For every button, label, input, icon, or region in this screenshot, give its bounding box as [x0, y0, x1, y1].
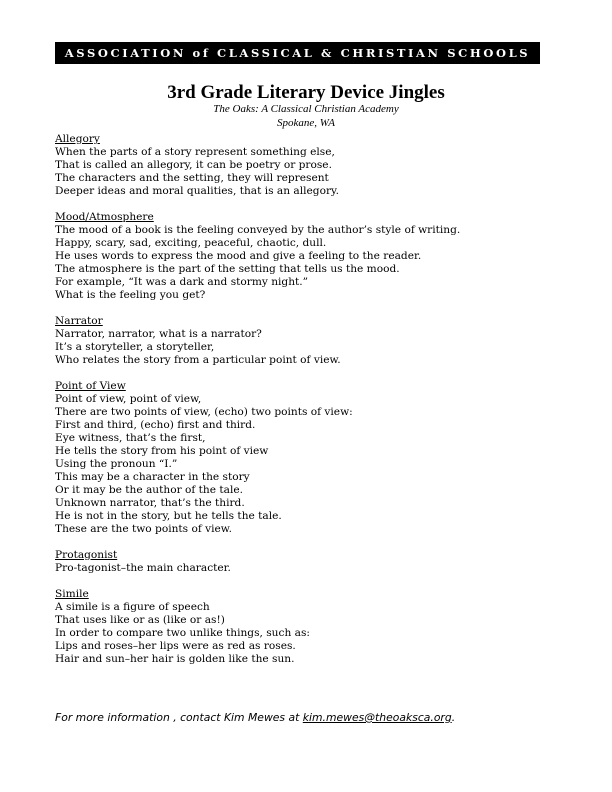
verse-line: Eye witness, that’s the first, — [55, 432, 206, 444]
verse-line: Lips and roses–her lips were as red as roses. — [55, 640, 296, 652]
verse-line: Who relates the story from a particular point of view. — [55, 354, 341, 366]
verse-line: That uses like or as (like or as!) — [55, 614, 225, 626]
section-narrator — [55, 315, 555, 367]
verse-line: The characters and the setting, they will represent — [55, 172, 329, 184]
section-mood-atmosphere — [55, 211, 555, 302]
verse-line: Pro-tagonist–the main character. — [55, 562, 231, 574]
verse-line: In order to compare two unlike things, such as: — [55, 627, 310, 639]
verse-line: He uses words to express the mood and give a feeling to the reader. — [55, 250, 422, 262]
section-heading: Mood/Atmosphere — [55, 211, 154, 223]
verse-line: Happy, scary, sad, exciting, peaceful, chaotic, dull. — [55, 237, 327, 249]
school-location: Spokane, WA — [277, 117, 335, 129]
section-protagonist — [55, 549, 555, 575]
verse-line: The mood of a book is the feeling conveyed by the author’s style of writing. — [55, 224, 461, 236]
banner-text: ASSOCIATION of CLASSICAL & CHRISTIAN SCHOOLS — [64, 46, 531, 60]
verse-line: Using the pronoun “I.” — [55, 458, 178, 470]
verse-line: There are two points of view, (echo) two points of view: — [55, 406, 353, 418]
verse-line: When the parts of a story represent something else, — [55, 146, 335, 158]
section-allegory — [55, 133, 555, 198]
verse-line: It’s a storyteller, a storyteller, — [55, 341, 215, 353]
verse-line: For example, “It was a dark and stormy night.” — [55, 276, 309, 288]
verse-line: That is called an allegory, it can be poetry or prose. — [55, 159, 332, 171]
footer-contact — [55, 711, 575, 724]
section-simile — [55, 588, 555, 666]
verse-line: The atmosphere is the part of the setting that tells us the mood. — [55, 263, 400, 275]
verse-line: What is the feeling you get? — [55, 289, 206, 301]
verse-line: Narrator, narrator, what is a narrator? — [55, 328, 262, 340]
school-name: The Oaks: A Classical Christian Academy — [213, 103, 399, 115]
section-heading: Point of View — [55, 380, 126, 392]
section-heading: Allegory — [55, 133, 100, 145]
page-title: 3rd Grade Literary Device Jingles — [167, 82, 445, 103]
verse-line: Deeper ideas and moral qualities, that is an allegory. — [55, 185, 339, 197]
section-heading: Narrator — [55, 315, 103, 327]
verse-line: He tells the story from his point of view — [55, 445, 269, 457]
verse-line: Or it may be the author of the tale. — [55, 484, 243, 496]
verse-line: These are the two points of view. — [55, 523, 232, 535]
jingles-content — [55, 133, 555, 679]
association-banner — [55, 42, 540, 64]
footer-prefix: For more information , contact Kim Mewes at — [55, 711, 303, 724]
verse-line: Point of view, point of view, — [55, 393, 202, 405]
verse-line: Unknown narrator, that’s the third. — [55, 497, 245, 509]
verse-line: He is not in the story, but he tells the tale. — [55, 510, 282, 522]
footer-suffix: . — [451, 711, 456, 724]
verse-line: A simile is a figure of speech — [55, 601, 210, 613]
section-heading: Simile — [55, 588, 89, 600]
verse-line: First and third, (echo) first and third. — [55, 419, 256, 431]
verse-line: This may be a character in the story — [55, 471, 250, 483]
section-heading: Protagonist — [55, 549, 118, 561]
contact-email-link[interactable]: kim.mewes@theoaksca.org — [302, 711, 452, 724]
verse-line: Hair and sun–her hair is golden like the sun. — [55, 653, 295, 665]
section-point-of-view — [55, 380, 555, 536]
